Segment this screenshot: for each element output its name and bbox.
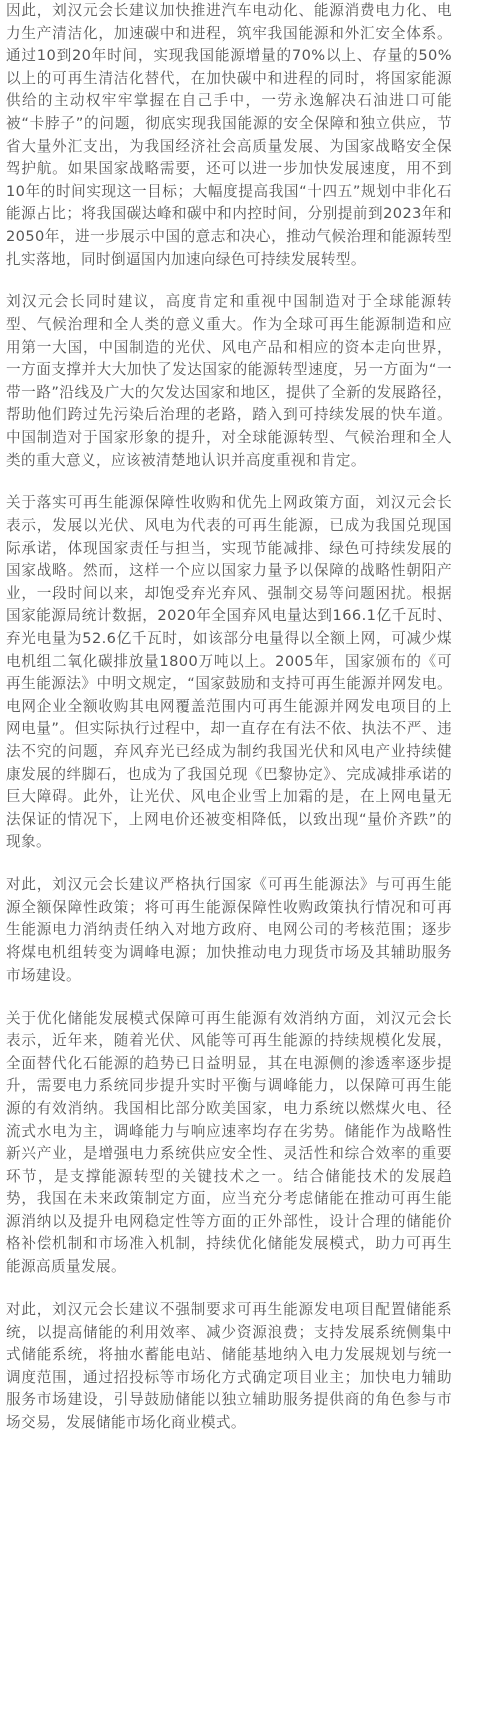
paragraph-china-manufacturing: 刘汉元会长同时建议，高度肯定和重视中国制造对于全球能源转型、气候治理和全人类的意义重大。作为全球可再生能源制造和应用第一大国，中国制造的光伏、风电产品和相应的资本走向世界，一方面支撑并大大加快了发达国家的能源转型速度，另一方面为“一带一路”沿线及广大的欠发达国家和地区，提供了全新的发展路径，帮助他们跨过先污染后治理的老路，踏入到可持续发展的快车道。中国制造对于国家形象的提升，对全球能源转型、气候治理和全人类的重大意义，应该被清楚地认识并高度重视和肯定。	[6, 293, 452, 469]
article-body	[6, 0, 452, 1435]
paragraph-renewable-law-suggestions: 对此，刘汉元会长建议严格执行国家《可再生能源法》与可再生能源全额保障性政策；将可再生能源保障性收购政策执行情况和可再生能源电力消纳责任纳入对地方政府、电网公司的考核范围；逐步将煤电机组转变为调峰电源；加快推动电力现货市场及其辅助服务市场建设。	[6, 876, 452, 984]
paragraph-energy-security: 因此，刘汉元会长建议加快推进汽车电动化、能源消费电力化、电力生产清洁化，加速碳中和进程，筑牢我国能源和外汇安全体系。通过10到20年时间，实现我国能源增量的70%以上、存量的50%以上的可再生清洁化替代，在加快碳中和进程的同时，将国家能源供给的主动权牢牢掌握在自己手中，一劳永逸解决石油进口可能被“卡脖子”的问题，彻底实现我国能源的安全保障和独立供应，节省大量外汇支出，为我国经济社会高质量发展、为国家战略安全保驾护航。如果国家战略需要，还可以进一步加快发展速度，用不到10年的时间实现这一目标；大幅度提高我国“十四五”规划中非化石能源占比；将我国碳达峰和碳中和内控时间，分别提前到2023年和2050年，进一步展示中国的意志和决心，推动气候治理和能源转型扎实落地，同时倒逼国内加速向绿色可持续发展转型。	[6, 2, 452, 268]
paragraph-storage-suggestions: 对此，刘汉元会长建议不强制要求可再生能源发电项目配置储能系统，以提高储能的利用效率、减少资源浪费；支持发展系统侧集中式储能系统，将抽水蓄能电站、储能基地纳入电力发展规划与统一调度范围，通过招投标等市场化方式确定项目业主；加快电力辅助服务市场建设，引导鼓励储能以独立辅助服务提供商的角色参与市场交易，发展储能市场化商业模式。	[6, 1300, 452, 1431]
paragraph-renewable-grid-policy: 关于落实可再生能源保障性收购和优先上网政策方面，刘汉元会长表示，发展以光伏、风电为代表的可再生能源，已成为我国兑现国际承诺，体现国家责任与担当，实现节能减排、绿色可持续发展的国家战略。然而，这样一个应以国家力量予以保障的战略性朝阳产业，一段时间以来，却饱受弃光弃风、强制交易等问题困扰。根据国家能源局统计数据，2020年全国弃风电量达到166.1亿千瓦时、弃光电量为52.6亿千瓦时，如该部分电量得以全额上网，可减少煤电机组二氧化碳排放量1800万吨以上。2005年，国家颁布的《可再生能源法》中明文规定，“国家鼓励和支持可再生能源并网发电。电网企业全额收购其电网覆盖范围内可再生能源并网发电项目的上网电量”。但实际执行过程中，却一直存在有法不依、执法不严、违法不究的问题，弃风弃光已经成为制约我国光伏和风电产业持续健康发展的绊脚石，也成为了我国兑现《巴黎协定》、完成减排承诺的巨大障碍。此外，让光伏、风电企业雪上加霜的是，在上网电量无法保证的情况下，上网电价还被变相降低，以致出现“量价齐跌”的现象。	[6, 494, 452, 851]
paragraph-energy-storage: 关于优化储能发展模式保障可再生能源有效消纳方面，刘汉元会长表示，近年来，随着光伏、风能等可再生能源的持续规模化发展，全面替代化石能源的趋势已日益明显，其在电源侧的渗透率逐步提升，需要电力系统同步提升实时平衡与调峰能力，以保障可再生能源的有效消纳。我国相比部分欧美国家，电力系统以燃煤火电、径流式水电为主，调峰能力与响应速率均存在劣势。储能作为战略性新兴产业，是增强电力系统供应安全性、灵活性和综合效率的重要环节，是支撑能源转型的关键技术之一。结合储能技术的发展趋势，我国在未来政策制定方面，应当充分考虑储能在推动可再生能源消纳以及提升电网稳定性等方面的正外部性，设计合理的储能价格补偿机制和市场准入机制，持续优化储能发展模式，助力可再生能源高质量发展。	[6, 1009, 452, 1276]
